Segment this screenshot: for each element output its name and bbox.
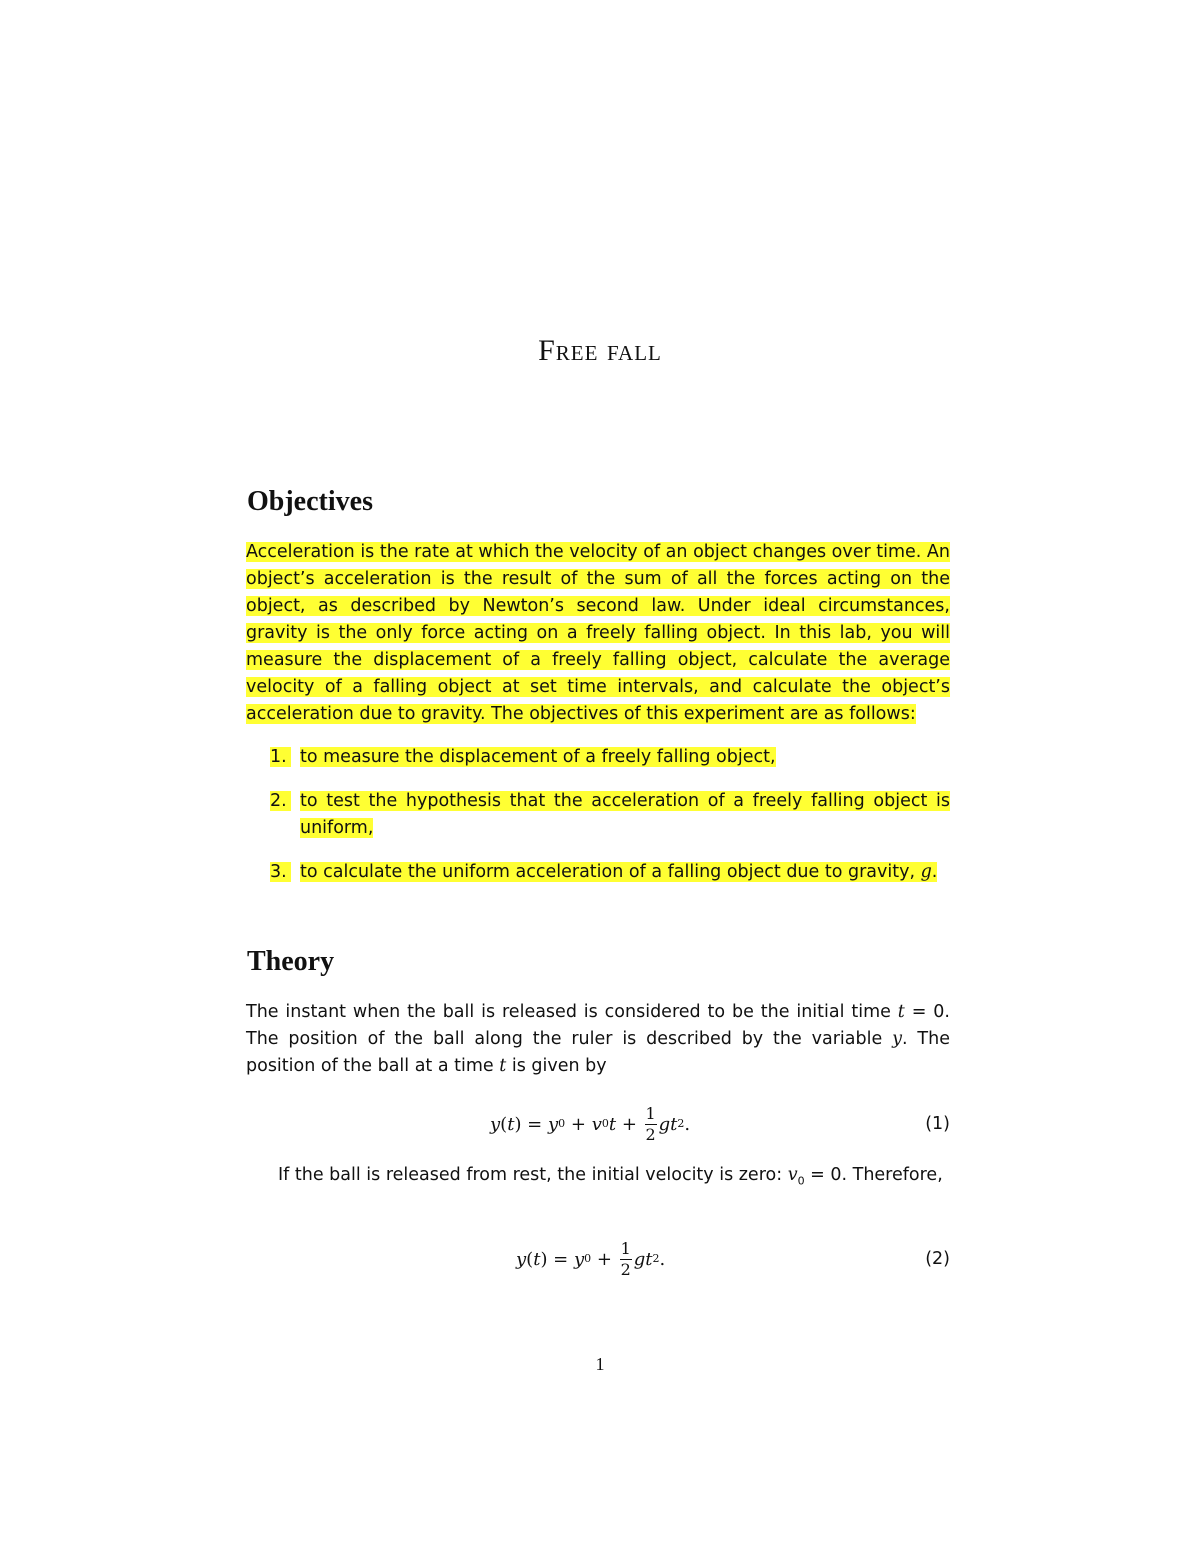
objectives-list (246, 744, 950, 903)
equation-body: y ( t ) = y 0 + v 0 t + $\frac{1}{2}$ gt 2 . (490, 1103, 691, 1144)
list-item-number: 3. (270, 859, 291, 886)
list-item-number: 2. (270, 788, 291, 815)
equation-number: (1) (925, 1114, 950, 1134)
list-item (246, 744, 950, 771)
objectives-paragraph (246, 539, 950, 728)
list-item-text: to test the hypothesis that the acceleration of a freely falling object is uniform, (300, 791, 950, 838)
equation-body: y ( t ) = y 0 + $\frac{1}{2}$ gt 2 . (516, 1238, 666, 1279)
page-number: 1 (595, 1354, 605, 1374)
theory-paragraph: The instant when the ball is released is considered to be the initial time t = 0. The position of the ball along the ruler is described by the variable y. The position of the ball at a time t is given by (246, 1002, 950, 1076)
theory-heading: Theory (247, 946, 335, 977)
list-item-text: to measure the displacement of a freely falling object, (300, 747, 776, 767)
page-title: Free fall (538, 334, 662, 367)
list-item (246, 788, 950, 842)
list-item-number: 1. (270, 744, 291, 771)
equation-1 (246, 1094, 950, 1154)
equation-2 (246, 1229, 950, 1289)
list-item (246, 859, 950, 886)
fraction-one-half: $\frac{1}{2}$ (620, 1238, 631, 1279)
highlighted-text: Acceleration is the rate at which the velocity of an object changes over time. An object’s acceleration is the result of the sum of all the forces acting on the object, as described by Newton’s second law. Under ideal circumstances, gravity is the only force acting on a freely falling object. In this lab, you will measure the displacement of a freely falling object, calculate the average velocity of a falling object at set time intervals, and calculate the object’s acceleration due to gravity. The objectives of this experiment are as follows: (246, 542, 950, 724)
equation-number: (2) (925, 1249, 950, 1269)
fraction-one-half: $\frac{1}{2}$ (645, 1103, 656, 1144)
list-item-text: to calculate the uniform acceleration of a falling object due to gravity, g. (300, 862, 938, 882)
objectives-heading: Objectives (247, 486, 373, 517)
theory-paragraph-2: If the ball is released from rest, the initial velocity is zero: $v_0 = 0$. Therefore, (278, 1165, 943, 1188)
